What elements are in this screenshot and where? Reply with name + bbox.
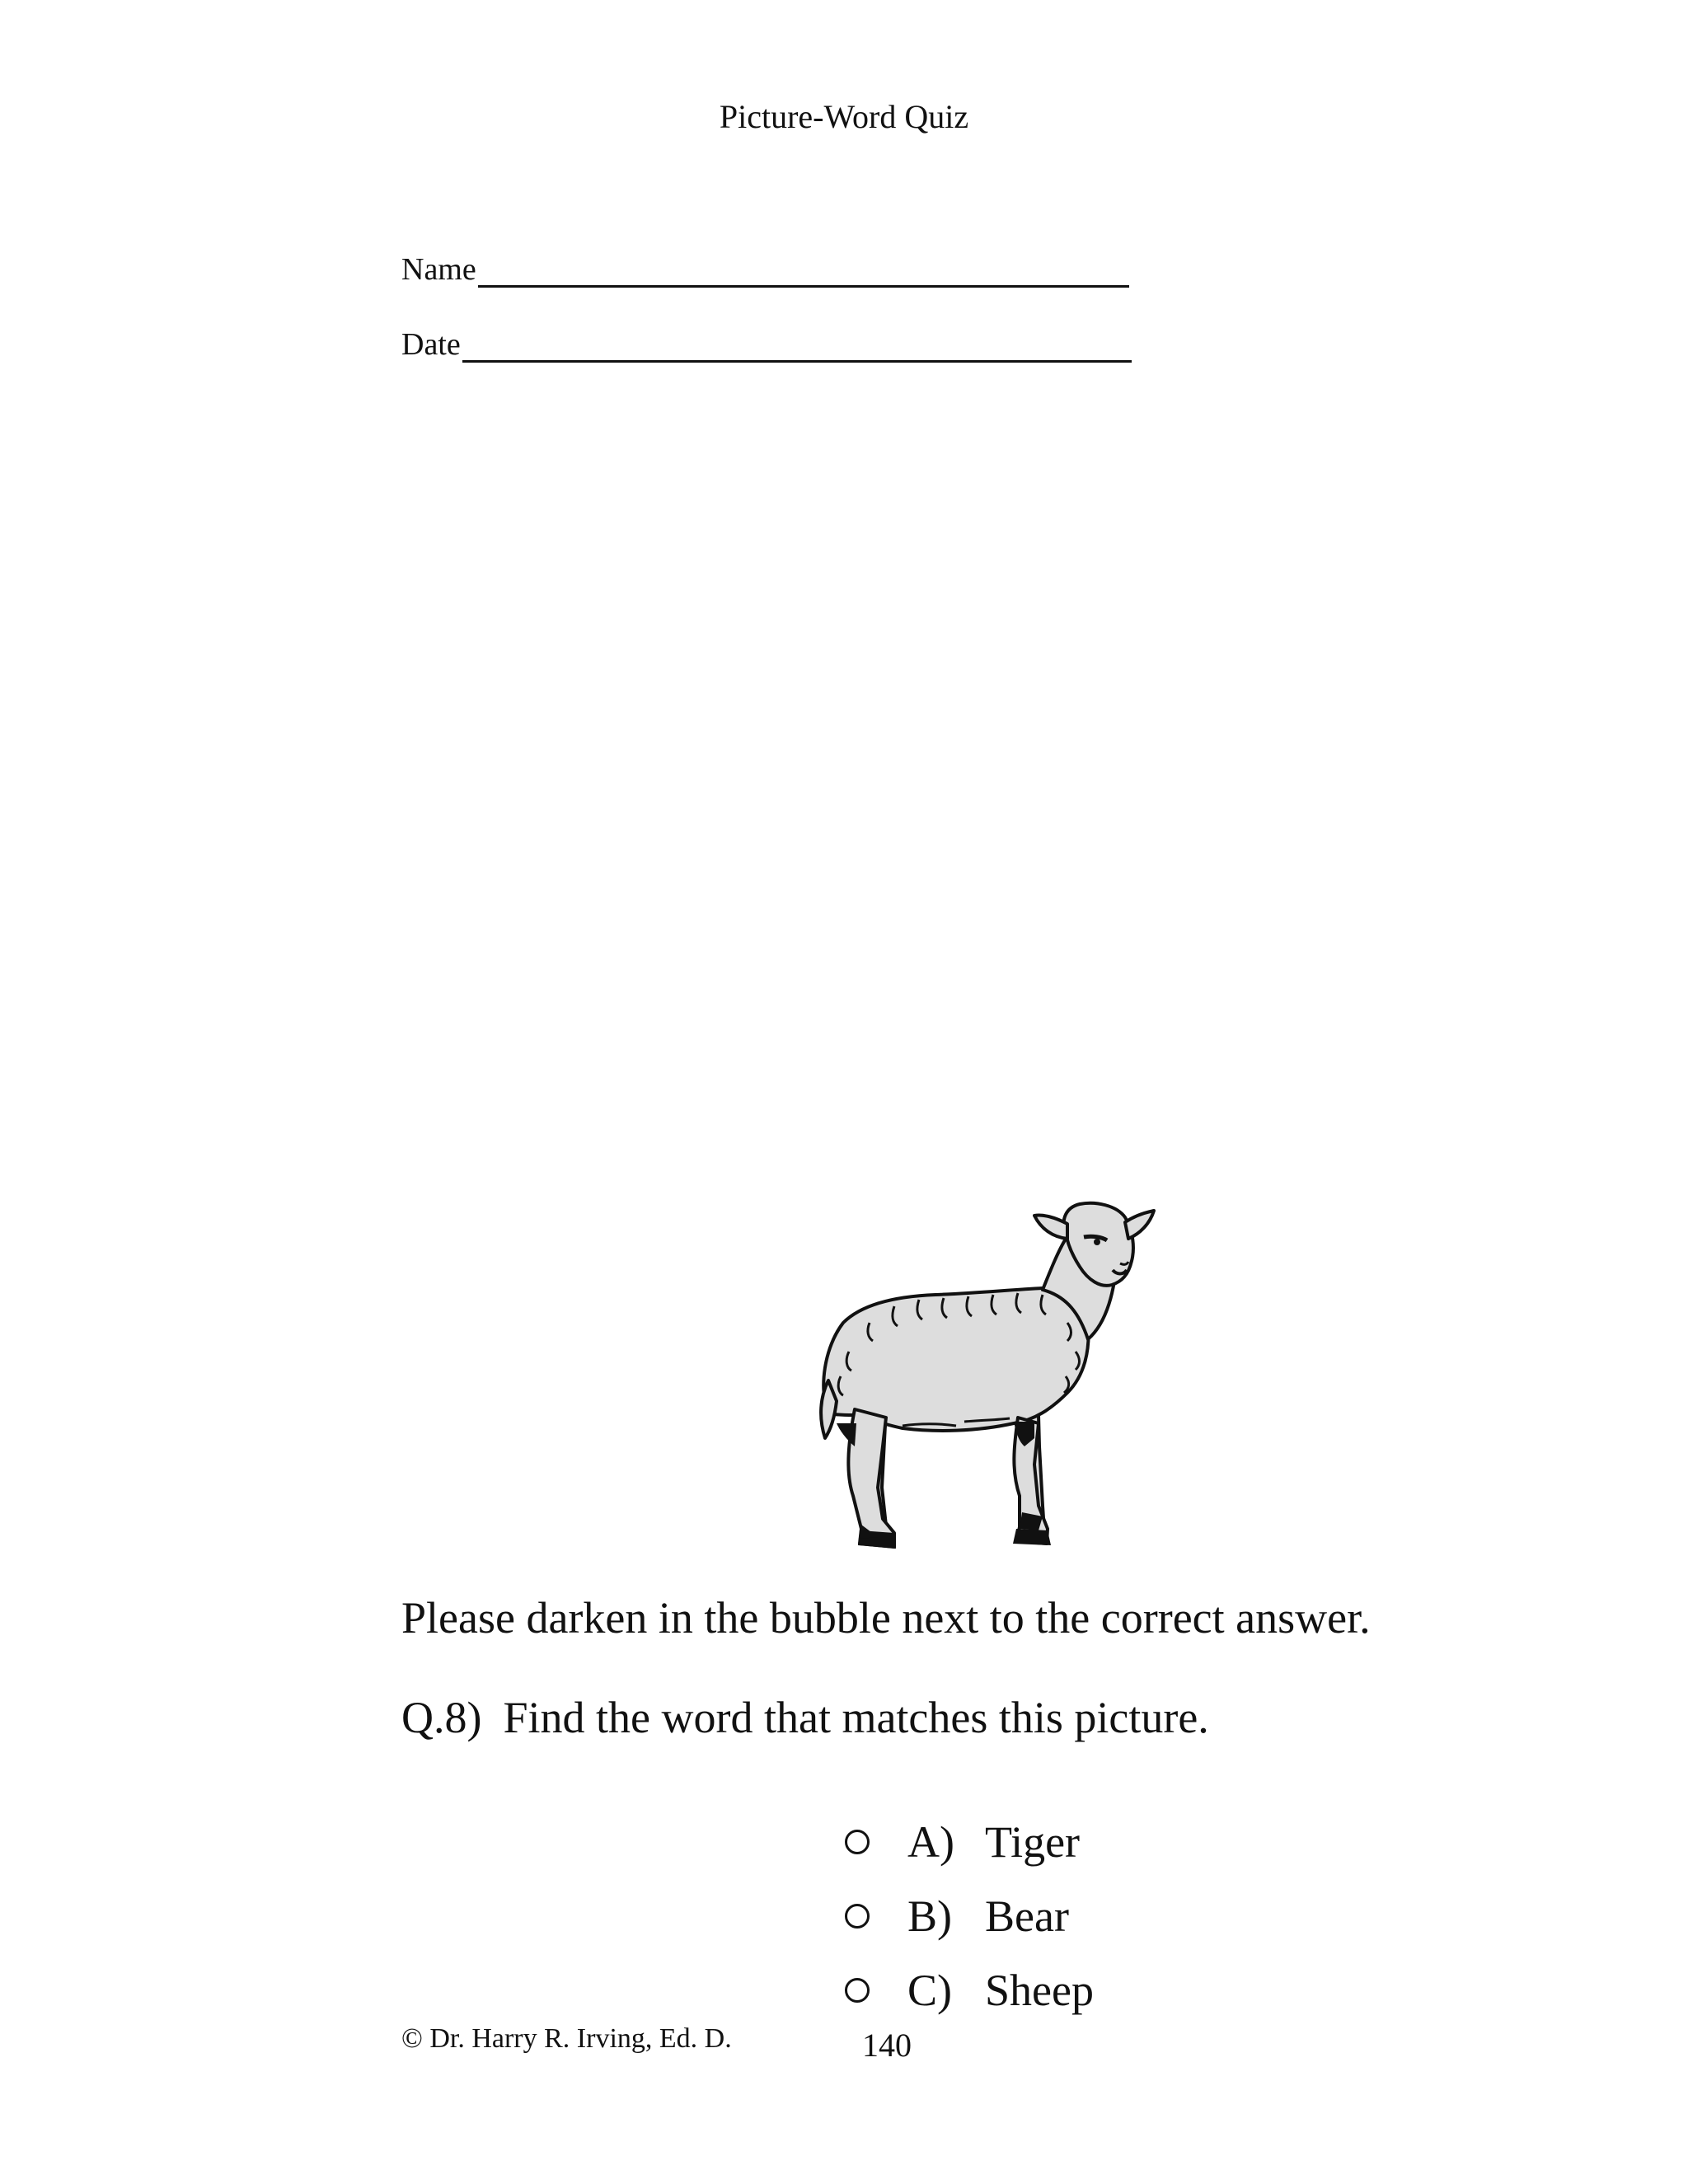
option-text: Tiger [985, 1817, 1081, 1867]
question-text: Find the word that matches this picture. [503, 1693, 1209, 1742]
option-text: Bear [985, 1891, 1069, 1941]
option-c[interactable] [845, 1953, 1094, 2027]
option-letter: A) [907, 1817, 954, 1867]
bubble-icon[interactable] [845, 1978, 870, 2003]
instruction-text: Please darken in the bubble next to the correct answer. [401, 1593, 1371, 1643]
answer-options [845, 1805, 1094, 2027]
question [401, 1692, 1209, 1743]
bubble-icon[interactable] [845, 1830, 870, 1854]
option-a[interactable] [845, 1805, 1094, 1879]
page-title: Picture-Word Quiz [719, 98, 969, 135]
name-field [401, 249, 1129, 288]
bubble-icon[interactable] [845, 1904, 870, 1929]
copyright-text: © Dr. Harry R. Irving, Ed. D. [401, 2023, 732, 2054]
page-number: 140 [862, 2027, 912, 2064]
question-number: Q.8) [401, 1693, 482, 1742]
option-b[interactable] [845, 1879, 1094, 1953]
option-text: Sheep [985, 1966, 1094, 2015]
name-line[interactable] [478, 249, 1129, 288]
date-label: Date [401, 327, 461, 362]
sheep-illustration [804, 1199, 1166, 1562]
date-field [401, 324, 1132, 363]
date-line[interactable] [462, 324, 1132, 363]
option-letter: B) [907, 1891, 952, 1941]
option-letter: C) [907, 1966, 952, 2015]
name-label: Name [401, 252, 476, 287]
